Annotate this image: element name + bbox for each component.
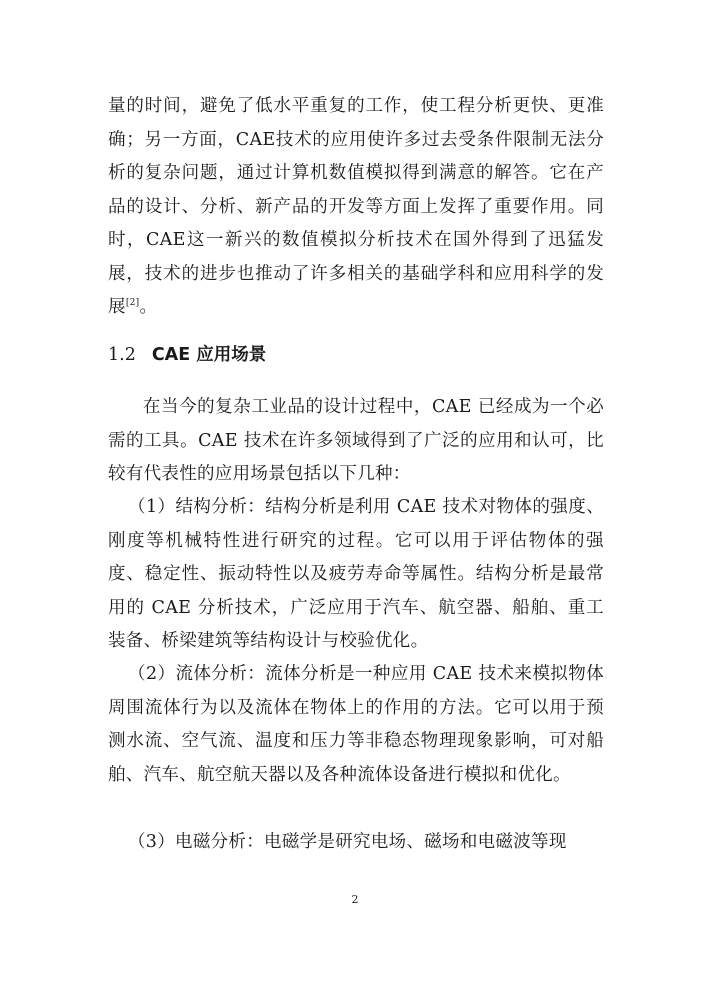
section-title: CAE 应用场景 (151, 345, 267, 365)
paragraph-end-punctuation: 。 (139, 297, 158, 317)
paragraph-text: 量的时间，避免了低水平重复的工作，使工程分析更快、更准确；另一方面，CAE技术的应用使许多过去受条件限制无法分析的复杂问题，通过计算机数值模拟得到满意的解答。它在产品的设计、分析、新产品的开发等方面上发挥了重要作用。同时，CAE这一新兴的数值模拟分析技术在国外得到了迅猛发展，技术的进步也推动了许多相关的基础学科和应用科学的发展 (108, 96, 604, 317)
page-number: 2 (351, 893, 359, 906)
body-paragraph-fluid-analysis: （2）流体分析：流体分析是一种应用 CAE 技术来模拟物体周围流体行为以及流体在物体上的作用的方法。它可以用于预测水流、空气流、温度和压力等非稳态物理现象影响，可对船舶、汽车、航空航天器以及各种流体设备进行模拟和优化。 (108, 664, 604, 785)
body-paragraph-electromagnetic-analysis: （3）电磁分析：电磁学是研究电场、磁场和电磁波等现 (128, 832, 567, 852)
body-paragraph-cae-overview: 在当今的复杂工业品的设计过程中，CAE 已经成为一个必需的工具。CAE 技术在许多领域得到了广泛的应用和认可，比较有代表性的应用场景包括以下几种： (108, 397, 604, 484)
body-paragraph-structural-analysis: （1）结构分析：结构分析是利用 CAE 技术对物体的强度、刚度等机械特性进行研究的过程。它可以用于评估物体的强度、稳定性、振动特性以及疲劳寿命等属性。结构分析是最常用的 CAE 分析技术，广泛应用于汽车、航空器、船舶、重工装备、桥梁建筑等结构设计与校验优化。 (108, 497, 604, 651)
section-number: 1.2 (108, 345, 136, 365)
section-heading (108, 340, 266, 370)
citation-reference: [2] (125, 298, 140, 309)
body-paragraph-intro-continued (108, 90, 604, 325)
